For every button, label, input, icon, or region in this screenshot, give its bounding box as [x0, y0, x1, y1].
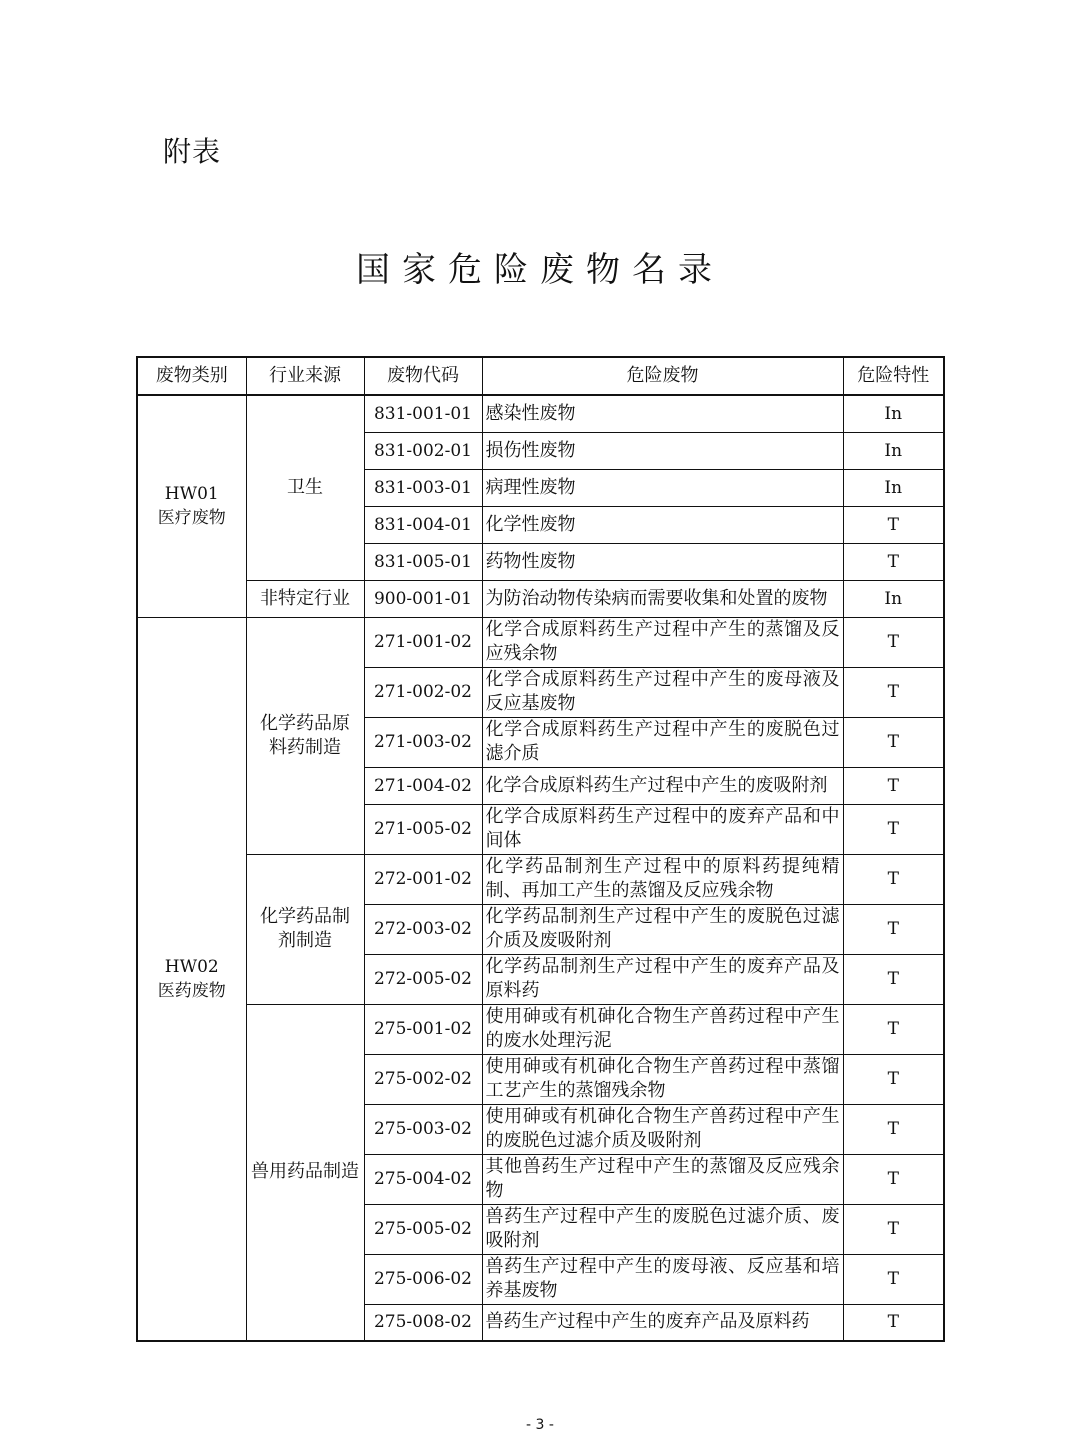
waste-code-cell: 275-008-02: [364, 1304, 482, 1341]
document-title: 国家危险废物名录: [356, 250, 724, 290]
waste-code-cell: 275-003-02: [364, 1104, 482, 1154]
waste-code-cell: 271-004-02: [364, 767, 482, 804]
waste-code-cell: 831-004-01: [364, 506, 482, 543]
hazard-characteristic-cell: In: [843, 580, 944, 617]
waste-code-cell: 831-005-01: [364, 543, 482, 580]
header-hazard-characteristic: 危险特性: [843, 357, 944, 395]
hazard-characteristic-cell: T: [843, 1254, 944, 1304]
waste-code-cell: 272-003-02: [364, 904, 482, 954]
hazard-characteristic-cell: T: [843, 617, 944, 667]
waste-description-cell: 化学合成原料药生产过程中产生的废母液及反应基废物: [482, 667, 843, 717]
hazard-characteristic-cell: T: [843, 804, 944, 854]
hazard-characteristic-cell: T: [843, 1004, 944, 1054]
waste-description-cell: 感染性废物: [482, 395, 843, 432]
hazard-characteristic-cell: T: [843, 506, 944, 543]
waste-description-cell: 化学药品制剂生产过程中产生的废脱色过滤介质及废吸附剂: [482, 904, 843, 954]
table-row: [137, 854, 944, 904]
waste-description-cell: 化学合成原料药生产过程中的废弃产品和中间体: [482, 804, 843, 854]
hazardous-waste-table: [136, 356, 945, 1342]
waste-category-cell: HW02 医药废物: [137, 617, 246, 1341]
waste-description-cell: 为防治动物传染病而需要收集和处置的废物: [482, 580, 843, 617]
industry-source-cell: 卫生: [246, 395, 364, 580]
hazard-characteristic-cell: T: [843, 1104, 944, 1154]
industry-source-cell: 化学药品原 料药制造: [246, 617, 364, 854]
waste-description-cell: 化学合成原料药生产过程中产生的蒸馏及反应残余物: [482, 617, 843, 667]
appendix-label: 附表: [163, 135, 222, 168]
table-row: [137, 580, 944, 617]
waste-code-cell: 831-001-01: [364, 395, 482, 432]
waste-code-cell: 275-004-02: [364, 1154, 482, 1204]
waste-code-cell: 275-005-02: [364, 1204, 482, 1254]
waste-description-cell: 损伤性废物: [482, 432, 843, 469]
waste-code-cell: 272-001-02: [364, 854, 482, 904]
hazard-characteristic-cell: T: [843, 667, 944, 717]
hazard-characteristic-cell: T: [843, 1204, 944, 1254]
hazard-characteristic-cell: T: [843, 767, 944, 804]
table-row: [137, 617, 944, 667]
industry-source-cell: 非特定行业: [246, 580, 364, 617]
header-hazardous-waste: 危险废物: [482, 357, 843, 395]
waste-description-cell: 药物性废物: [482, 543, 843, 580]
hazard-characteristic-cell: T: [843, 854, 944, 904]
table-body: [137, 395, 944, 1341]
hazard-characteristic-cell: In: [843, 469, 944, 506]
hazard-characteristic-cell: T: [843, 717, 944, 767]
hazard-characteristic-cell: T: [843, 904, 944, 954]
table-row: [137, 395, 944, 432]
waste-description-cell: 病理性废物: [482, 469, 843, 506]
header-waste-code: 废物代码: [364, 357, 482, 395]
waste-description-cell: 使用砷或有机砷化合物生产兽药过程中产生的废脱色过滤介质及吸附剂: [482, 1104, 843, 1154]
waste-code-cell: 271-003-02: [364, 717, 482, 767]
header-industry-source: 行业来源: [246, 357, 364, 395]
waste-description-cell: 化学药品制剂生产过程中产生的废弃产品及原料药: [482, 954, 843, 1004]
industry-source-cell: 兽用药品制造: [246, 1004, 364, 1341]
waste-description-cell: 化学药品制剂生产过程中的原料药提纯精制、再加工产生的蒸馏及反应残余物: [482, 854, 843, 904]
waste-category-cell: HW01 医疗废物: [137, 395, 246, 617]
page-number: - 3 -: [526, 1417, 554, 1433]
waste-description-cell: 化学合成原料药生产过程中产生的废脱色过滤介质: [482, 717, 843, 767]
waste-code-cell: 900-001-01: [364, 580, 482, 617]
waste-code-cell: 275-001-02: [364, 1004, 482, 1054]
waste-code-cell: 831-003-01: [364, 469, 482, 506]
waste-code-cell: 272-005-02: [364, 954, 482, 1004]
waste-description-cell: 使用砷或有机砷化合物生产兽药过程中蒸馏工艺产生的蒸馏残余物: [482, 1054, 843, 1104]
industry-source-cell: 化学药品制 剂制造: [246, 854, 364, 1004]
hazard-characteristic-cell: T: [843, 543, 944, 580]
waste-code-cell: 275-006-02: [364, 1254, 482, 1304]
hazard-characteristic-cell: T: [843, 954, 944, 1004]
waste-description-cell: 其他兽药生产过程中产生的蒸馏及反应残余物: [482, 1154, 843, 1204]
waste-code-cell: 275-002-02: [364, 1054, 482, 1104]
waste-description-cell: 兽药生产过程中产生的废脱色过滤介质、废吸附剂: [482, 1204, 843, 1254]
waste-code-cell: 271-001-02: [364, 617, 482, 667]
table-row: [137, 1004, 944, 1054]
waste-code-cell: 271-002-02: [364, 667, 482, 717]
waste-description-cell: 化学性废物: [482, 506, 843, 543]
waste-description-cell: 兽药生产过程中产生的废母液、反应基和培养基废物: [482, 1254, 843, 1304]
waste-code-cell: 831-002-01: [364, 432, 482, 469]
waste-description-cell: 使用砷或有机砷化合物生产兽药过程中产生的废水处理污泥: [482, 1004, 843, 1054]
hazard-characteristic-cell: In: [843, 395, 944, 432]
header-waste-category: 废物类别: [137, 357, 246, 395]
hazard-characteristic-cell: T: [843, 1054, 944, 1104]
waste-description-cell: 兽药生产过程中产生的废弃产品及原料药: [482, 1304, 843, 1341]
waste-description-cell: 化学合成原料药生产过程中产生的废吸附剂: [482, 767, 843, 804]
hazard-characteristic-cell: T: [843, 1154, 944, 1204]
table-header-row: [137, 357, 944, 395]
hazard-characteristic-cell: T: [843, 1304, 944, 1341]
waste-code-cell: 271-005-02: [364, 804, 482, 854]
hazard-characteristic-cell: In: [843, 432, 944, 469]
